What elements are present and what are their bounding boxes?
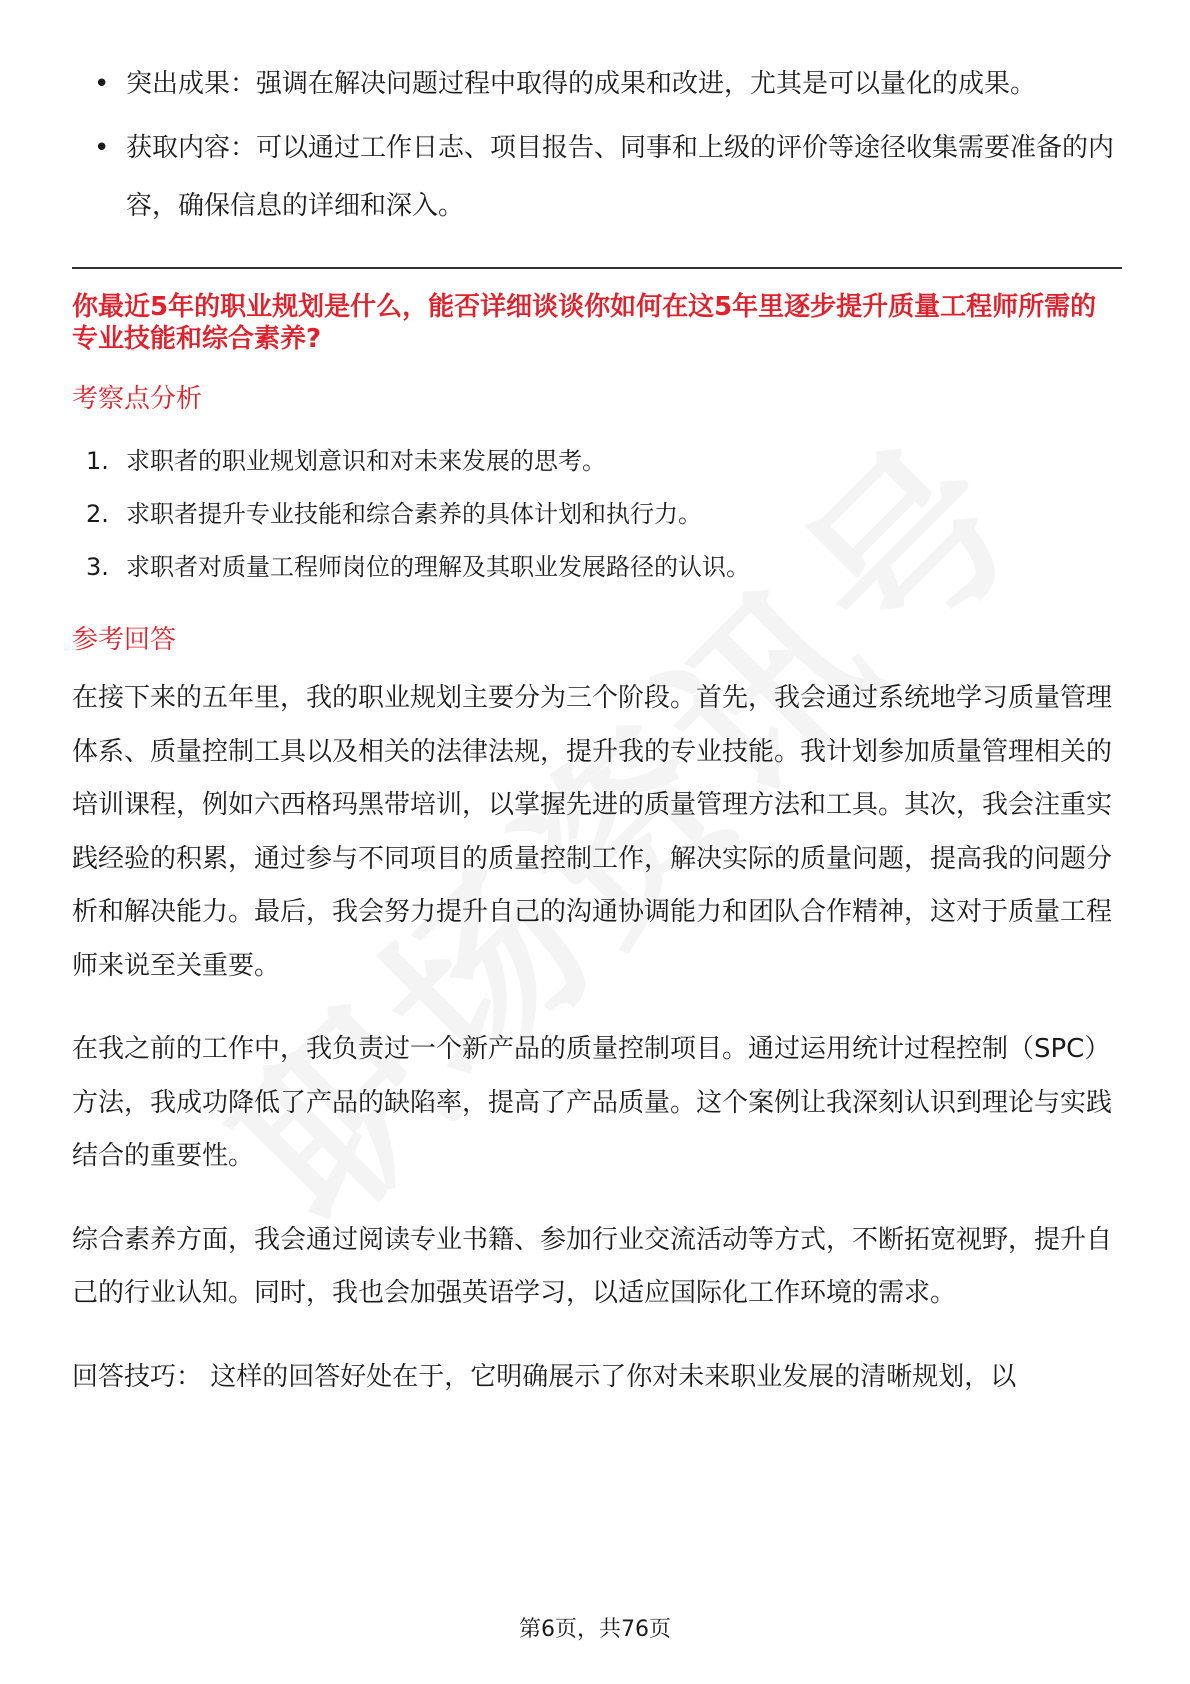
answer-tip: 回答技巧： 这样的回答好处在于，它明确展示了你对未来职业发展的清晰规划，以: [72, 1361, 1017, 1392]
item-number: 2.: [86, 500, 109, 528]
page-number: 第6页，共76页: [519, 1617, 671, 1642]
analysis-heading: 考察点分析: [72, 384, 203, 414]
list-item: [72, 541, 1122, 594]
list-item: [72, 435, 1122, 488]
interview-question: 你最近5年的职业规划是什么，能否详细谈谈你如何在这5年里逐步提升质量工程师所需的专业技能和综合素养?: [72, 292, 1097, 354]
item-number: 1.: [86, 447, 109, 475]
item-number: 3.: [86, 553, 109, 581]
bullet-list: [72, 55, 1122, 235]
list-item: • 获取内容：可以通过工作日志、项目报告、同事和上级的评价等途径收集需要准备的内容，确保信息的详细和深入。: [72, 119, 1122, 235]
answer-paragraph: 综合素养方面，我会通过阅读专业书籍、参加行业交流活动等方式，不断拓宽视野，提升自己的行业认知。同时，我也会加强英语学习，以适应国际化工作环境的需求。: [72, 1224, 1113, 1308]
analysis-list: [72, 435, 1122, 594]
list-item: • 突出成果：强调在解决问题过程中取得的成果和改进，尤其是可以量化的成果。: [72, 55, 1122, 113]
answer-paragraph: 在我之前的工作中，我负责过一个新产品的质量控制项目。通过运用统计过程控制（SPC）方法，我成功降低了产品的缺陷率，提高了产品质量。这个案例让我深刻认识到理论与实践结合的重要性。: [72, 1034, 1113, 1171]
item-text: 求职者提升专业技能和综合素养的具体计划和执行力。: [126, 500, 702, 528]
page-content: [72, 55, 1122, 1404]
item-text: 求职者的职业规划意识和对未来发展的思考。: [126, 447, 606, 475]
item-text: 求职者对质量工程师岗位的理解及其职业发展路径的认识。: [126, 553, 750, 581]
divider: [72, 267, 1122, 269]
answer-paragraph: 在接下来的五年里，我的职业规划主要分为三个阶段。首先，我会通过系统地学习质量管理体系、质量控制工具以及相关的法律法规，提升我的专业技能。我计划参加质量管理相关的培训课程，例如六西格玛黑带培训，以掌握先进的质量管理方法和工具。其次，我会注重实践经验的积累，通过参与不同项目的质量控制工作，解决实际的质量问题，提高我的问题分析和解决能力。最后，我会努力提升自己的沟通协调能力和团队合作精神，这对于质量工程师来说至关重要。: [72, 683, 1113, 981]
answer-heading: 参考回答: [72, 625, 177, 655]
list-item: [72, 488, 1122, 541]
